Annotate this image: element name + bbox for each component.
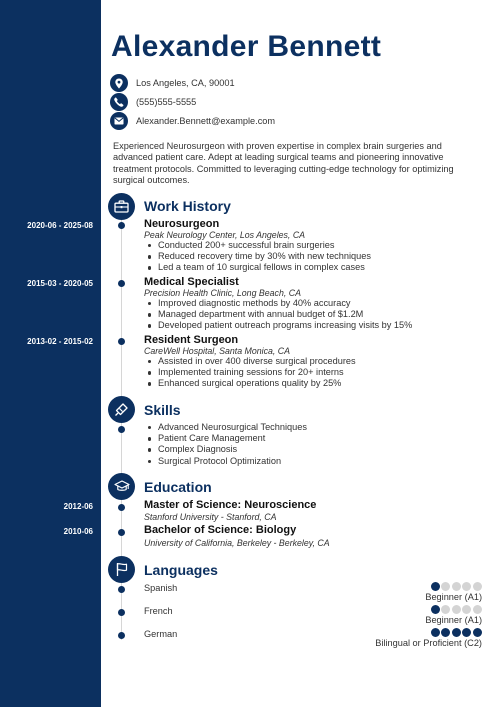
timeline-dot [118,586,125,593]
language-level: Beginner (A1) [425,592,482,602]
phone-icon [110,93,128,111]
flag-icon [108,556,135,583]
job-bullet: Improved diagnostic methods by 40% accuracy [146,298,412,309]
languages-title: Languages [144,562,218,578]
job-employer: Peak Neurology Center, Los Angeles, CA [144,230,306,240]
job-bullet: Implemented training sessions for 20+ interns [146,367,356,378]
education-title: Education [144,479,212,495]
language-level: Beginner (A1) [425,615,482,625]
job-bullets [146,356,356,390]
timeline-dot [118,609,125,616]
job-dates: 2020-06 - 2025-08 [27,221,93,230]
candidate-name: Alexander Bennett [111,30,382,63]
professional-summary: Experienced Neurosurgeon with proven expertise in complex brain surgeries and advanced patient care. Adept at leading surgical teams and pioneering innovative treatment protocols. Committed to leveraging cutting-edge technology for optimizing surgical outcomes. [113,141,454,185]
skill-item: Complex Diagnosis [146,444,307,455]
language-rating [431,628,482,637]
language-name: Spanish [144,583,178,593]
rating-dot-filled [431,628,440,637]
job-bullet: Reduced recovery time by 30% with new techniques [146,251,371,262]
rating-dot-filled [431,582,440,591]
graduation-cap-icon [108,473,135,500]
contact-email [110,112,275,130]
job-title: Medical Specialist [144,276,239,288]
job-dates: 2015-03 - 2020-05 [27,279,93,288]
degree-title: Bachelor of Science: Biology [144,524,297,536]
job-bullet: Conducted 200+ successful brain surgeries [146,240,371,251]
contact-phone [110,93,196,111]
school-name: University of California, Berkeley - Berkeley, CA [144,538,330,548]
rating-dot-filled [462,628,471,637]
contact-location [110,74,235,92]
skills-title: Skills [144,402,181,418]
rating-dot-filled [452,628,461,637]
location-text: Los Angeles, CA, 90001 [136,78,235,88]
education-date: 2010-06 [63,527,93,536]
language-name: German [144,629,178,639]
rating-dot-filled [441,628,450,637]
skill-item: Patient Care Management [146,433,307,444]
phone-text: (555)555-5555 [136,97,197,107]
job-bullets [146,240,371,274]
job-employer: Precision Health Clinic, Long Beach, CA [144,288,301,298]
job-bullet: Led a team of 10 surgical fellows in complex cases [146,262,371,273]
skills-icon [108,396,135,423]
timeline-dot [118,632,125,639]
timeline-dot [118,222,125,229]
timeline-dot [118,529,125,536]
sidebar [0,0,101,707]
rating-dot-filled [473,628,482,637]
education-date: 2012-06 [63,502,93,511]
job-bullets [146,298,412,332]
job-bullet: Developed patient outreach programs increasing visits by 15% [146,320,412,331]
rating-dot-filled [431,605,440,614]
rating-dot-empty [452,605,461,614]
skill-item: Advanced Neurosurgical Techniques [146,422,307,433]
rating-dot-empty [473,605,482,614]
briefcase-icon [108,193,135,220]
degree-title: Master of Science: Neuroscience [144,499,317,511]
timeline-dot [118,426,125,433]
rating-dot-empty [452,582,461,591]
timeline-dot [118,504,125,511]
timeline-dot [118,338,125,345]
school-name: Stanford University - Stanford, CA [144,512,277,522]
skills-list [146,422,307,467]
rating-dot-empty [462,582,471,591]
language-name: French [144,606,173,616]
job-bullet: Assisted in over 400 diverse surgical procedures [146,356,356,367]
job-employer: CareWell Hospital, Santa Monica, CA [144,346,291,356]
rating-dot-empty [441,605,450,614]
work-history-title: Work History [144,198,231,214]
job-bullet: Enhanced surgical operations quality by 25% [146,378,356,389]
rating-dot-empty [473,582,482,591]
language-rating [431,605,482,614]
envelope-icon [110,112,128,130]
rating-dot-empty [462,605,471,614]
skill-item: Surgical Protocol Optimization [146,456,307,467]
rating-dot-empty [441,582,450,591]
job-bullet: Managed department with annual budget of $1.2M [146,309,412,320]
job-title: Neurosurgeon [144,218,220,230]
language-rating [431,582,482,591]
language-level: Bilingual or Proficient (C2) [375,638,482,648]
location-pin-icon [110,74,128,92]
timeline-dot [118,280,125,287]
job-title: Resident Surgeon [144,334,239,346]
job-dates: 2013-02 - 2015-02 [27,337,93,346]
email-text: Alexander.Bennett@example.com [136,116,276,126]
